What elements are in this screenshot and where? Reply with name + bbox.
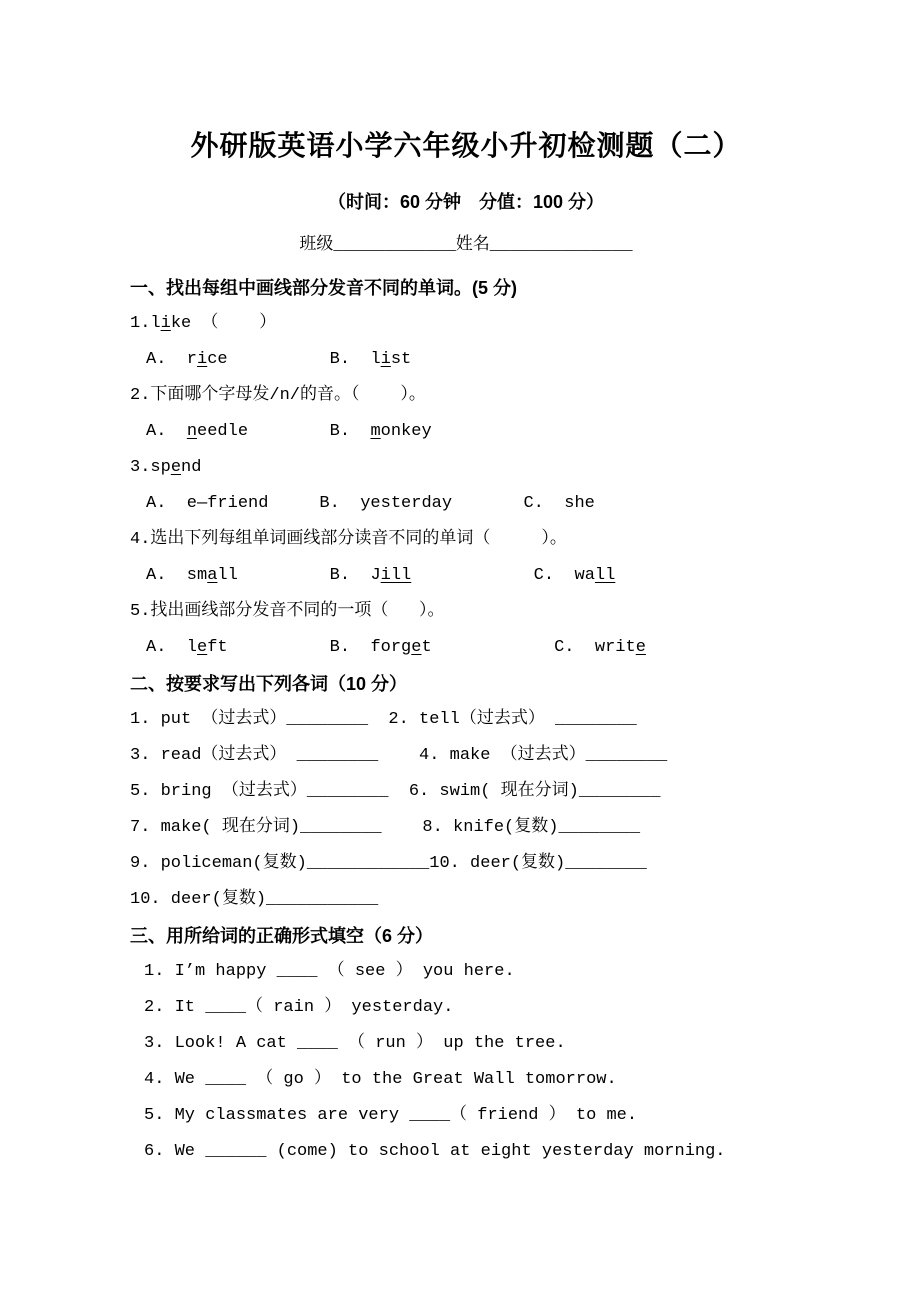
class-blank: ____________ xyxy=(333,236,456,255)
text-run: C. wa xyxy=(411,566,595,585)
text-run: 1.l xyxy=(130,314,161,333)
section3-heading xyxy=(130,918,802,954)
underlined-letter: ill xyxy=(380,566,412,585)
text-run: A. e—friend B. yesterday C. she xyxy=(146,494,595,513)
text-run: 二、按要求写出下列各词（10 分） xyxy=(130,674,408,694)
document-body xyxy=(130,270,802,1170)
s3-item1 xyxy=(130,954,802,990)
s2-row1 xyxy=(130,702,802,738)
s3-item4 xyxy=(130,1062,802,1098)
s3-item6 xyxy=(130,1134,802,1170)
s3-item2 xyxy=(130,990,802,1026)
text-run: ce B. l xyxy=(207,350,381,369)
underlined-letter: i xyxy=(380,350,391,369)
q1-options xyxy=(130,342,802,378)
text-run: ll B. J xyxy=(217,566,381,585)
s3-item3 xyxy=(130,1026,802,1062)
q5-options xyxy=(130,630,802,666)
text-run: 5. bring （过去式）________ 6. swim( 现在分词)________ xyxy=(130,782,661,801)
text-run: A. sm xyxy=(146,566,208,585)
text-run: 7. make( 现在分词)________ 8. knife(复数)________ xyxy=(130,818,641,837)
class-label: 班级 xyxy=(299,236,334,255)
text-run: 4. We ____ （ go ） to the Great Wall tomorrow. xyxy=(144,1070,617,1089)
underlined-letter: i xyxy=(197,350,208,369)
q4-options xyxy=(130,558,802,594)
text-run: 2. It ____（ rain ） yesterday. xyxy=(144,998,454,1017)
text-run: nd xyxy=(181,458,202,477)
student-info-line xyxy=(130,234,802,258)
text-run: 3.sp xyxy=(130,458,171,477)
text-run: 3. Look! A cat ____ （ run ） up the tree. xyxy=(144,1034,566,1053)
text-run: 9. policeman(复数)____________10. deer(复数)________ xyxy=(130,854,647,873)
text-run: 4.选出下列每组单词画线部分读音不同的单词（ ）。 xyxy=(130,530,567,549)
text-run: ke （ ） xyxy=(170,314,277,333)
text-run: 1. put （过去式）________ 2. tell（过去式） ________ xyxy=(130,710,637,729)
text-run: A. r xyxy=(146,350,198,369)
text-run: 三、用所给词的正确形式填空（6 分） xyxy=(130,926,434,946)
underlined-letter: e xyxy=(635,638,646,657)
q1-stem xyxy=(130,306,802,342)
underlined-letter: a xyxy=(207,566,218,585)
text-run: 3. read（过去式） ________ 4. make （过去式）________ xyxy=(130,746,668,765)
underlined-letter: i xyxy=(160,314,171,333)
text-run: t C. writ xyxy=(421,638,636,657)
text-run: A. xyxy=(146,422,187,441)
s2-row5 xyxy=(130,846,802,882)
text-run: 6. We ______ (come) to school at eight yesterday morning. xyxy=(144,1142,726,1161)
s2-row3 xyxy=(130,774,802,810)
exam-meta-line: （时间：60 分钟 分值：100 分） xyxy=(327,192,605,212)
s3-item5 xyxy=(130,1098,802,1134)
text-run: 5.找出画线部分发音不同的一项（ ）。 xyxy=(130,602,445,621)
text-run: 10. deer(复数)___________ xyxy=(130,890,379,909)
underlined-letter: n xyxy=(186,422,198,441)
text-run: st xyxy=(390,350,412,369)
s2-row2 xyxy=(130,738,802,774)
underlined-letter: ll xyxy=(594,566,616,585)
text-run: 5. My classmates are very ____（ friend ） to me. xyxy=(144,1106,638,1125)
q5-stem xyxy=(130,594,802,630)
q2-stem xyxy=(130,378,802,414)
s2-row6 xyxy=(130,882,802,918)
section1-heading xyxy=(130,270,802,306)
q3-options xyxy=(130,486,802,522)
text-run: 一、找出每组中画线部分发音不同的单词。(5 分) xyxy=(130,278,517,298)
section2-heading xyxy=(130,666,802,702)
name-blank: ______________ xyxy=(489,236,633,255)
underlined-letter: e xyxy=(170,458,182,477)
text-run: onkey xyxy=(380,422,432,441)
text-run: 2.下面哪个字母发/n/的音。（ ）。 xyxy=(130,386,426,405)
text-run: eedle B. xyxy=(197,422,371,441)
name-label: 姓名 xyxy=(455,236,490,255)
page-title: 外研版英语小学六年级小升初检测题（二） xyxy=(190,130,742,161)
q4-stem xyxy=(130,522,802,558)
s2-row4 xyxy=(130,810,802,846)
text-run: 1. I’m happy ____ （ see ） you here. xyxy=(144,962,515,981)
underlined-letter: m xyxy=(370,422,381,441)
q2-options xyxy=(130,414,802,450)
underlined-letter: e xyxy=(197,638,208,657)
q3-stem xyxy=(130,450,802,486)
underlined-letter: e xyxy=(411,638,422,657)
text-run: ft B. forg xyxy=(207,638,412,657)
text-run: A. l xyxy=(146,638,198,657)
